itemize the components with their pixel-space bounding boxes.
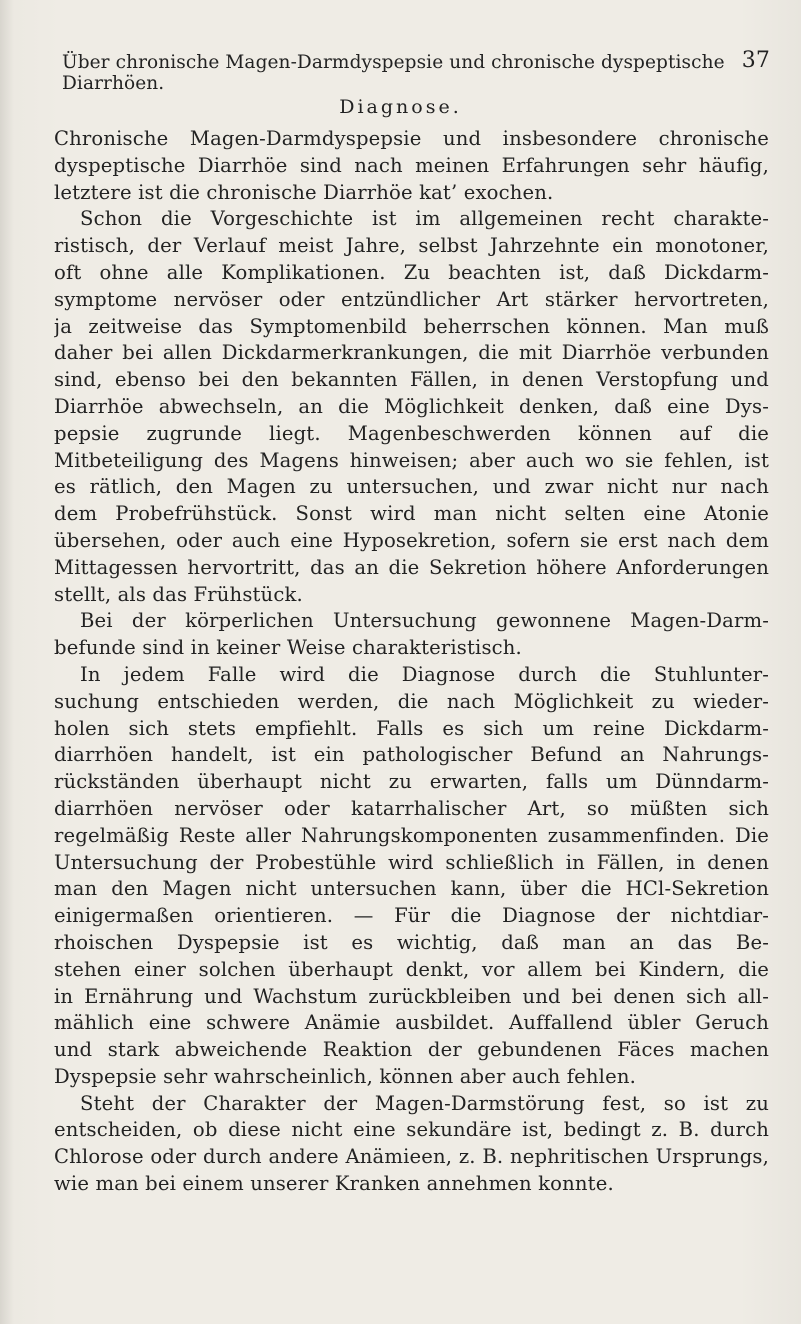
text-line: sind, ebenso bei den bekannten Fällen, in denen Verstopfung und <box>54 368 769 392</box>
text-line: Bei der körperlichen Untersuchung gewonnene Magen-Darm- <box>80 609 769 633</box>
text-line: übersehen, oder auch eine Hyposekretion, sofern sie erst nach dem <box>54 528 769 552</box>
text-line: stellt, als das Frühstück. <box>54 582 303 606</box>
text-line: rhoischen Dyspepsie ist es wichtig, daß man an das Be- <box>54 930 769 954</box>
text-line: Chlorose oder durch andere Anämieen, z. B. nephritischen Ursprungs, <box>54 1145 769 1169</box>
section-title: Diagnose. <box>339 96 462 118</box>
text-line: Untersuchung der Probestühle wird schließlich in Fällen, in denen <box>54 850 769 874</box>
text-line: man den Magen nicht untersuchen kann, über die HCl-Sekretion <box>54 877 769 901</box>
text-line: letztere ist die chronische Diarrhöe kat’ exochen. <box>54 180 554 204</box>
text-line: mählich eine schwere Anämie ausbildet. Auffallend übler Geruch <box>54 1011 769 1035</box>
header-title: Über chronische Magen-Darmdyspepsie und chronische dyspeptische Diarrhöen. <box>62 52 725 94</box>
text-line: Dyspepsie sehr wahrscheinlich, können aber auch fehlen. <box>54 1064 636 1088</box>
text-line: oft ohne alle Komplikationen. Zu beachten ist, daß Dickdarm- <box>54 260 769 284</box>
text-line: regelmäßig Reste aller Nahrungskomponenten zusammenfinden. Die <box>54 823 769 847</box>
text-line: Chronische Magen-Darmdyspepsie und insbesondere chronische <box>54 127 769 150</box>
text-line: Steht der Charakter der Magen-Darmstörung fest, so ist zu <box>80 1091 769 1115</box>
text-line: und stark abweichende Reaktion der gebundenen Fäces machen <box>54 1038 769 1062</box>
text-line: daher bei allen Dickdarmerkrankungen, die mit Diarrhöe verbunden <box>54 341 769 365</box>
text-line: dem Probefrühstück. Sonst wird man nicht selten eine Atonie <box>54 502 769 526</box>
text-line: einigermaßen orientieren. — Für die Diagnose der nichtdiar- <box>54 904 769 928</box>
text-line: Mittagessen hervortritt, das an die Sekretion höhere Anforderungen <box>54 555 769 579</box>
text-line: symptome nervöser oder entzündlicher Art stärker hervortreten, <box>54 287 769 311</box>
text-line: In jedem Falle wird die Diagnose durch die Stuhlunter- <box>80 662 769 686</box>
text-line: holen sich stets empfiehlt. Falls es sich um reine Dickdarm- <box>54 716 769 740</box>
text-line: es rätlich, den Magen zu untersuchen, und zwar nicht nur nach <box>54 475 769 499</box>
text-line: Mitbeteiligung des Magens hinweisen; aber auch wo sie fehlen, ist <box>54 448 769 472</box>
text-line: pepsie zugrunde liegt. Magenbeschwerden können auf die <box>54 421 769 445</box>
text-line: entscheiden, ob diese nicht eine sekundäre ist, bedingt z. B. durch <box>54 1118 769 1142</box>
text-line: diarrhöen nervöser oder katarrhalischer Art, so müßten sich <box>54 796 769 820</box>
text-line: ja zeitweise das Symptomenbild beherrschen können. Man muß <box>54 314 769 338</box>
text-line: rückständen überhaupt nicht zu erwarten, falls um Dünndarm- <box>54 770 769 794</box>
text-line: in Ernährung und Wachstum zurückbleiben und bei denen sich all- <box>54 984 769 1008</box>
text-line: diarrhöen handelt, ist ein pathologischer Befund an Nahrungs- <box>54 743 769 767</box>
text-line: Diarrhöe abwechseln, an die Möglichkeit denken, daß eine Dys- <box>54 394 769 418</box>
page-number: 37 <box>741 48 770 73</box>
body-text <box>54 126 769 1198</box>
text-line: dyspeptische Diarrhöe sind nach meinen Erfahrungen sehr häufig, <box>54 153 769 177</box>
text-line: stehen einer solchen überhaupt denkt, vor allem bei Kindern, die <box>54 957 769 981</box>
text-line: suchung entschieden werden, die nach Möglichkeit zu wieder- <box>54 689 769 713</box>
text-line: Schon die Vorgeschichte ist im allgemeinen recht charakte- <box>80 207 769 231</box>
text-line: wie man bei einem unserer Kranken annehmen konnte. <box>54 1172 614 1196</box>
running-header <box>62 48 790 94</box>
text-line: befunde sind in keiner Weise charakteristisch. <box>54 636 522 660</box>
text-line: ristisch, der Verlauf meist Jahre, selbst Jahrzehnte ein monotoner, <box>54 234 769 258</box>
